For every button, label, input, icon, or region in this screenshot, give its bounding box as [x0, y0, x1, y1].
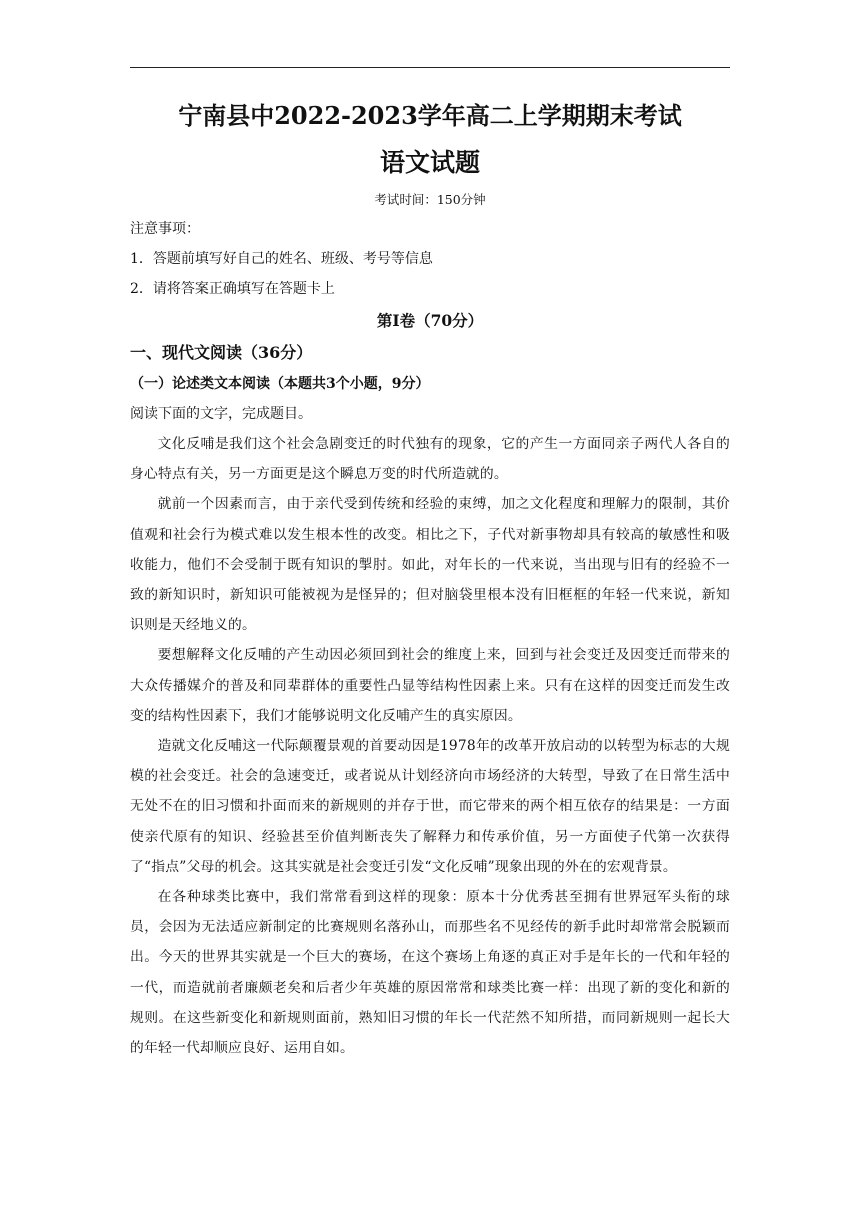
- header-rule: [130, 67, 730, 68]
- passage-paragraph: 造就文化反哺这一代际颠覆景观的首要动因是1978年的改革开放启动的以转型为标志的大规模的社会变迁。社会的急速变迁，或者说从计划经济向市场经济的大转型，导致了在日常生活中无处不在的旧习惯和扑面而来的新规则的并存于世，而它带来的两个相互依存的结果是：一方面使亲代原有的知识、经验甚至价值判断丧失了解释力和传承价值，另一方面使子代第一次获得了“指点”父母的机会。这其实就是社会变迁引发“文化反哺”现象出现的外在的宏观背景。: [130, 738, 730, 875]
- volume-heading: 第I卷（70分）: [376, 311, 484, 330]
- notice-item: 2．请将答案正确填写在答题卡上: [130, 281, 335, 297]
- notices-heading: 注意事项：: [130, 221, 200, 237]
- notices-block: [130, 214, 730, 304]
- section-heading: 一、现代文阅读（36分）: [130, 343, 313, 362]
- passage-paragraph: 要想解释文化反哺的产生动因必须回到社会的维度上来，回到与社会变迁及因变迁而带来的大众传播媒介的普及和同辈群体的重要性凸显等结构性因素上来。只有在这样的因变迁而发生改变的结构性因素下，我们才能够说明文化反哺产生的真实原因。: [130, 647, 730, 724]
- passage-paragraph: 文化反哺是我们这个社会急剧变迁的时代独有的现象，它的产生一方面同亲子两代人各自的身心特点有关，另一方面更是这个瞬息万变的时代所造就的。: [130, 436, 730, 483]
- exam-subtitle: 语文试题: [379, 148, 480, 177]
- exam-page: [130, 98, 730, 1063]
- exam-time: 考试时间：150分钟: [374, 192, 486, 207]
- notice-item: 1．答题前填写好自己的姓名、班级、考号等信息: [130, 251, 433, 267]
- exam-title: 宁南县中2022-2023学年高二上学期期末考试: [178, 101, 682, 130]
- passage-paragraph: 就前一个因素而言，由于亲代受到传统和经验的束缚，加之文化程度和理解力的限制，其价值观和社会行为模式难以发生根本性的改变。相比之下，子代对新事物却具有较高的敏感性和吸收能力，他们不会受制于既有知识的掣肘。如此，对年长的一代来说，当出现与旧有的经验不一致的新知识时，新知识可能被视为是怪异的；但对脑袋里根本没有旧框框的年轻一代来说，新知识则是天经地义的。: [130, 496, 730, 634]
- reading-instruction: 阅读下面的文字，完成题目。: [130, 406, 312, 422]
- subsection-heading: （一）论述类文本阅读（本题共3个小题，9分）: [130, 376, 430, 392]
- passage-paragraph: 在各种球类比赛中，我们常常看到这样的现象：原本十分优秀甚至拥有世界冠军头衔的球员，会因为无法适应新制定的比赛规则名落孙山，而那些名不见经传的新手此时却常常会脱颖而出。今天的世界其实就是一个巨大的赛场，在这个赛场上角逐的真正对手是年长的一代和年轻的一代，而造就前者廉颇老矣和后者少年英雄的原因常常和球类比赛一样：出现了新的变化和新的规则。在这些新变化和新规则面前，熟知旧习惯的年长一代茫然不知所措，而同新规则一起长大的年轻一代却顺应良好、运用自如。: [130, 889, 730, 1057]
